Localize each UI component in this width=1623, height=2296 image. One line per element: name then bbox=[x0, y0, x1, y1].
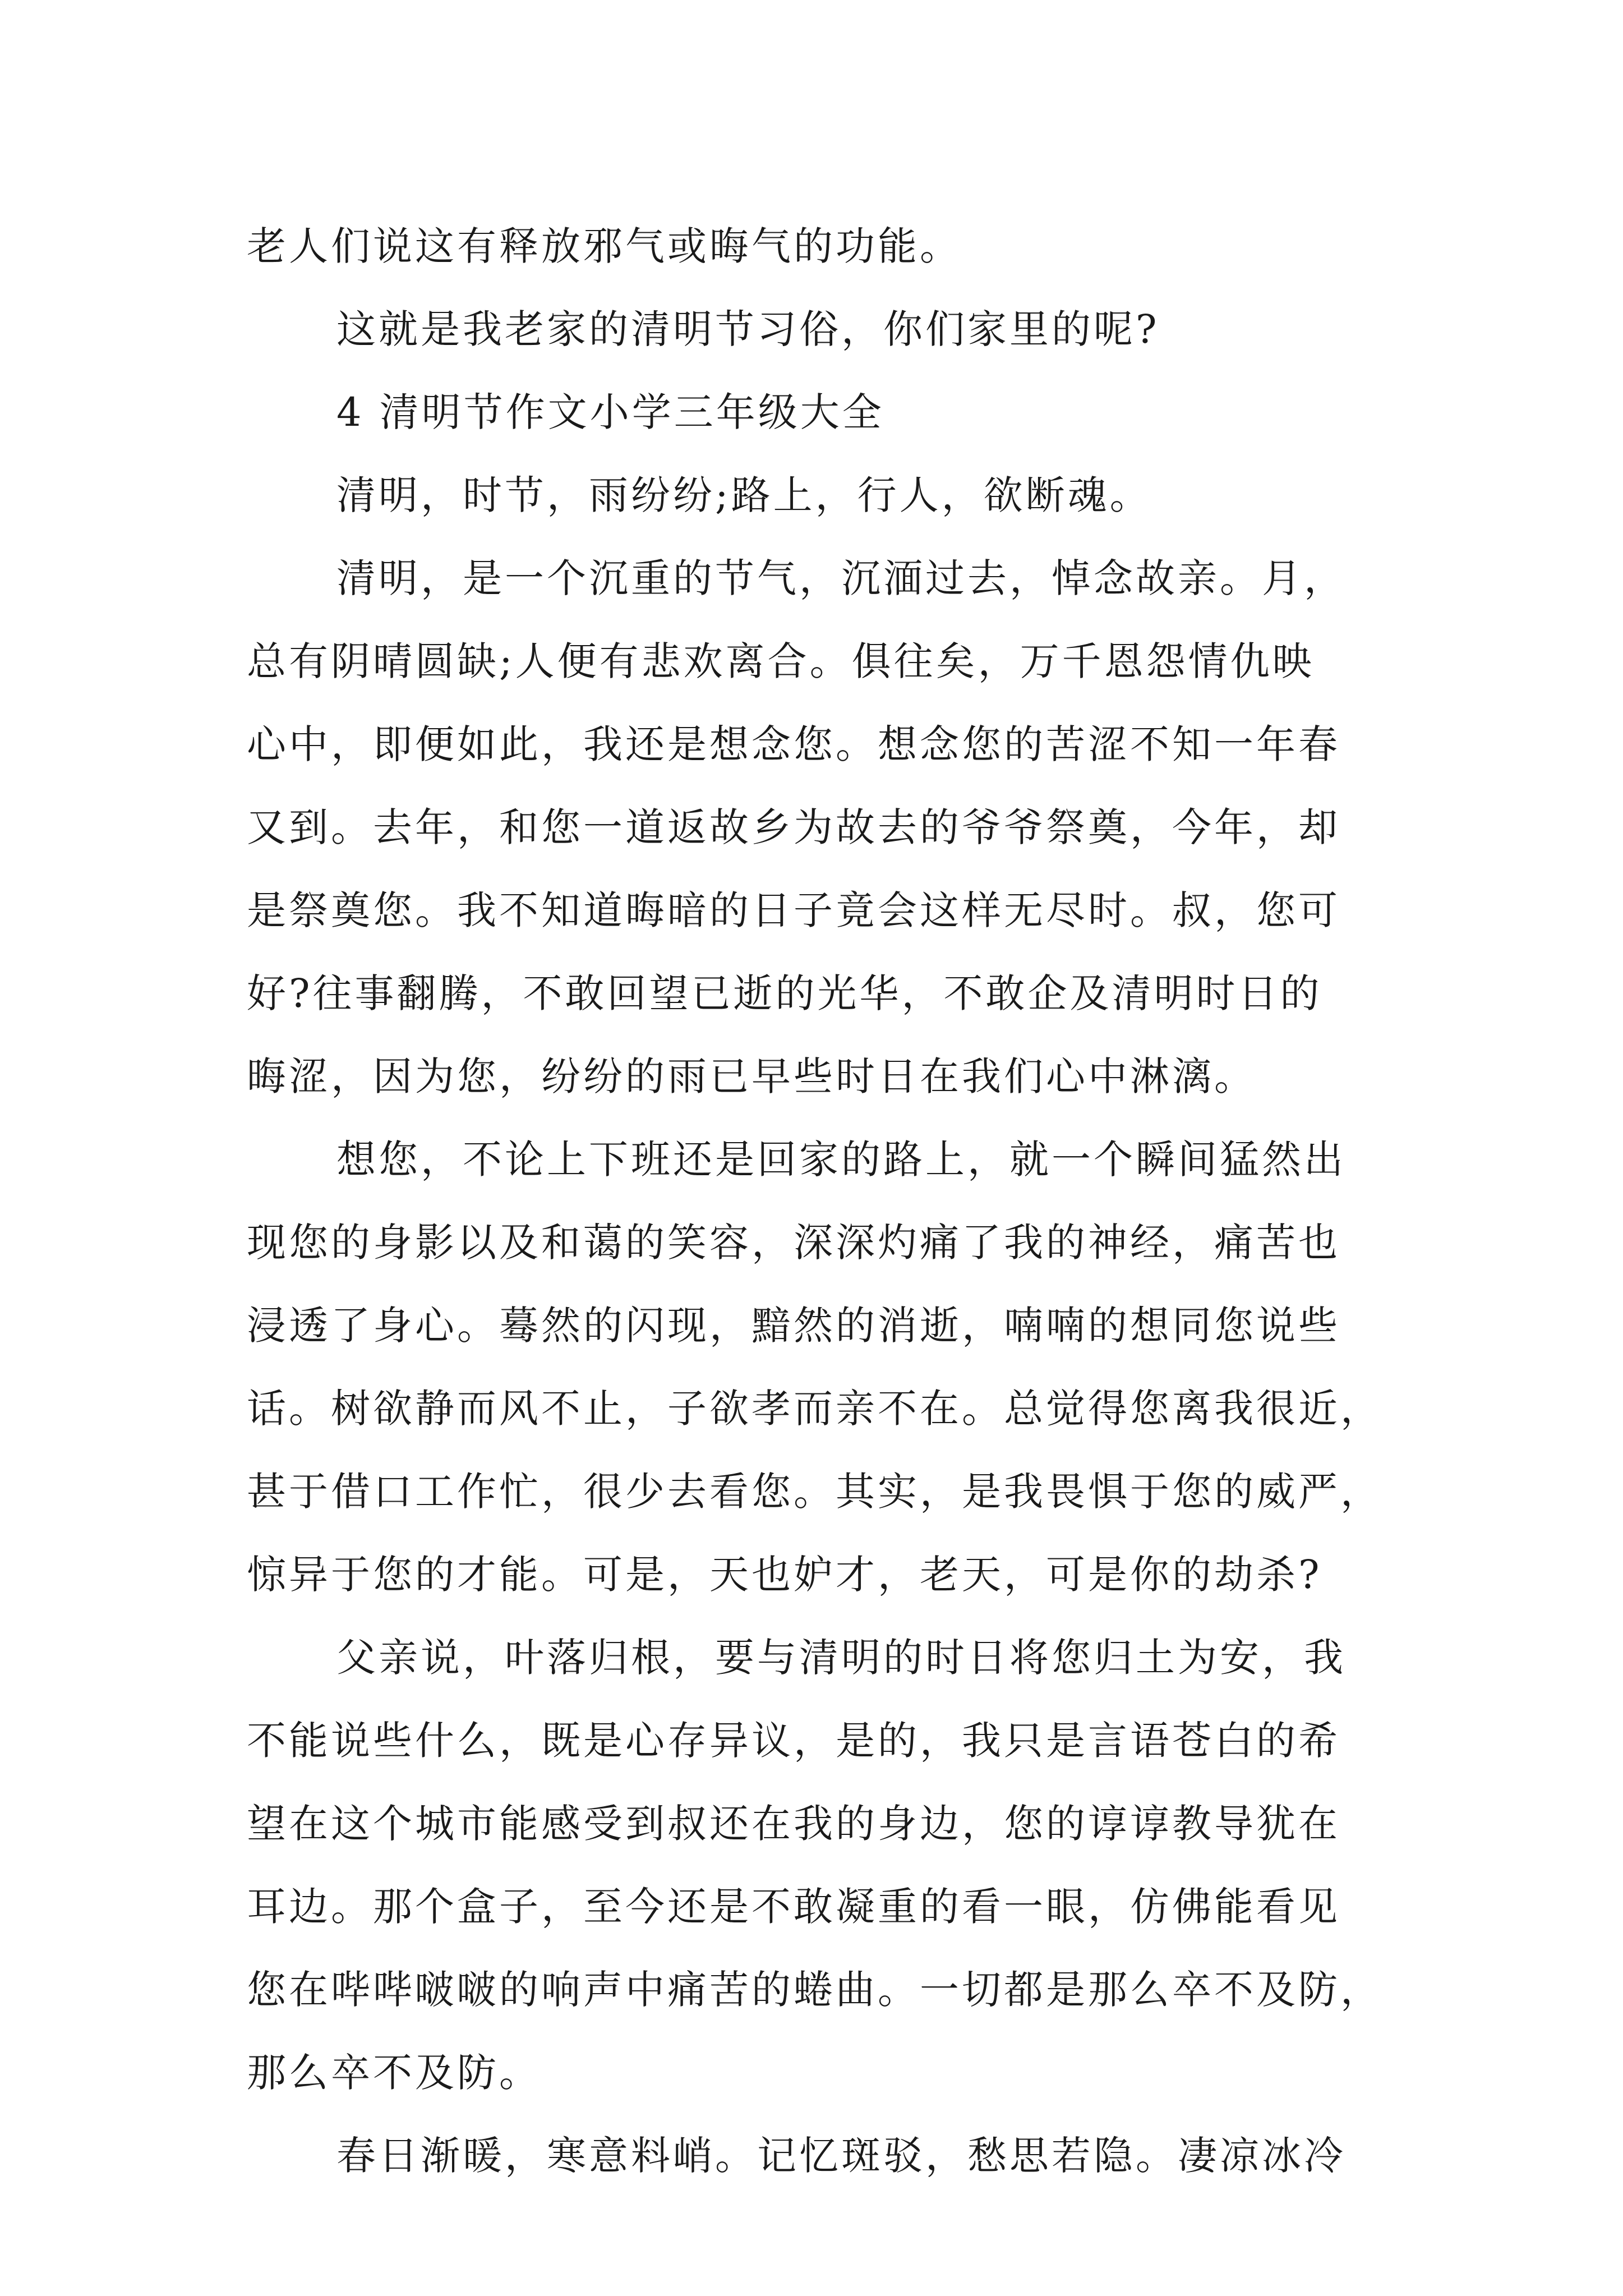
text-line: 又到。去年，和您一道返故乡为故去的爷爷祭奠，今年，却 bbox=[247, 804, 1340, 850]
text-line: 望在这个城市能感受到叔还在我的身边，您的谆谆教导犹在 bbox=[247, 1801, 1340, 1847]
body-text bbox=[247, 205, 1391, 2197]
text-line: 总有阴晴圆缺;人便有悲欢离合。俱往矣，万千恩怨情仇映 bbox=[247, 638, 1315, 684]
text-line: 不能说些什么，既是心存异议，是的，我只是言语苍白的希 bbox=[247, 1718, 1340, 1764]
text-line: 甚于借口工作忙，很少去看您。其实，是我畏惧于您的威严， bbox=[247, 1469, 1382, 1515]
text-line: 心中，即便如此，我还是想念您。想念您的苦涩不知一年春 bbox=[247, 721, 1340, 767]
text-line: 老人们说这有释放邪气或晦气的功能。 bbox=[247, 223, 962, 269]
text-line: 那么卒不及防。 bbox=[247, 2050, 541, 2096]
text-line: 清明，是一个沉重的节气，沉湎过去，悼念故亲。月， bbox=[336, 555, 1346, 601]
text-line: 春日渐暖，寒意料峭。记忆斑驳，愁思若隐。凄凉冰冷 bbox=[336, 2133, 1346, 2179]
text-line: 是祭奠您。我不知道晦暗的日子竟会这样无尽时。叔，您可 bbox=[247, 887, 1340, 933]
text-line: 好?往事翻腾，不敢回望已逝的光华，不敢企及清明时日的 bbox=[247, 970, 1322, 1016]
text-line: 您在哔哔啵啵的响声中痛苦的蜷曲。一切都是那么卒不及防， bbox=[247, 1967, 1382, 2013]
text-line: 清明，时节，雨纷纷;路上，行人，欲断魂。 bbox=[336, 472, 1152, 518]
text-line: 父亲说，叶落归根，要与清明的时日将您归土为安，我 bbox=[336, 1635, 1346, 1681]
text-line: 惊异于您的才能。可是，天也妒才，老天，可是你的劫杀? bbox=[247, 1552, 1322, 1598]
text-line: 晦涩，因为您，纷纷的雨已早些时日在我们心中淋漓。 bbox=[247, 1053, 1256, 1099]
text-line: 这就是我老家的清明节习俗，你们家里的呢? bbox=[336, 306, 1160, 352]
text-line: 耳边。那个盒子，至今还是不敢凝重的看一眼，仿佛能看见 bbox=[247, 1884, 1340, 1930]
text-line: 话。树欲静而风不止，子欲孝而亲不在。总觉得您离我很近， bbox=[247, 1386, 1382, 1432]
text-line: 浸透了身心。蓦然的闪现，黯然的消逝，喃喃的想同您说些 bbox=[247, 1303, 1340, 1349]
text-line: 想您，不论上下班还是回家的路上，就一个瞬间猛然出 bbox=[336, 1137, 1346, 1182]
text-line: 4 清明节作文小学三年级大全 bbox=[336, 389, 884, 435]
text-line: 现您的身影以及和蔼的笑容，深深灼痛了我的神经，痛苦也 bbox=[247, 1220, 1340, 1266]
